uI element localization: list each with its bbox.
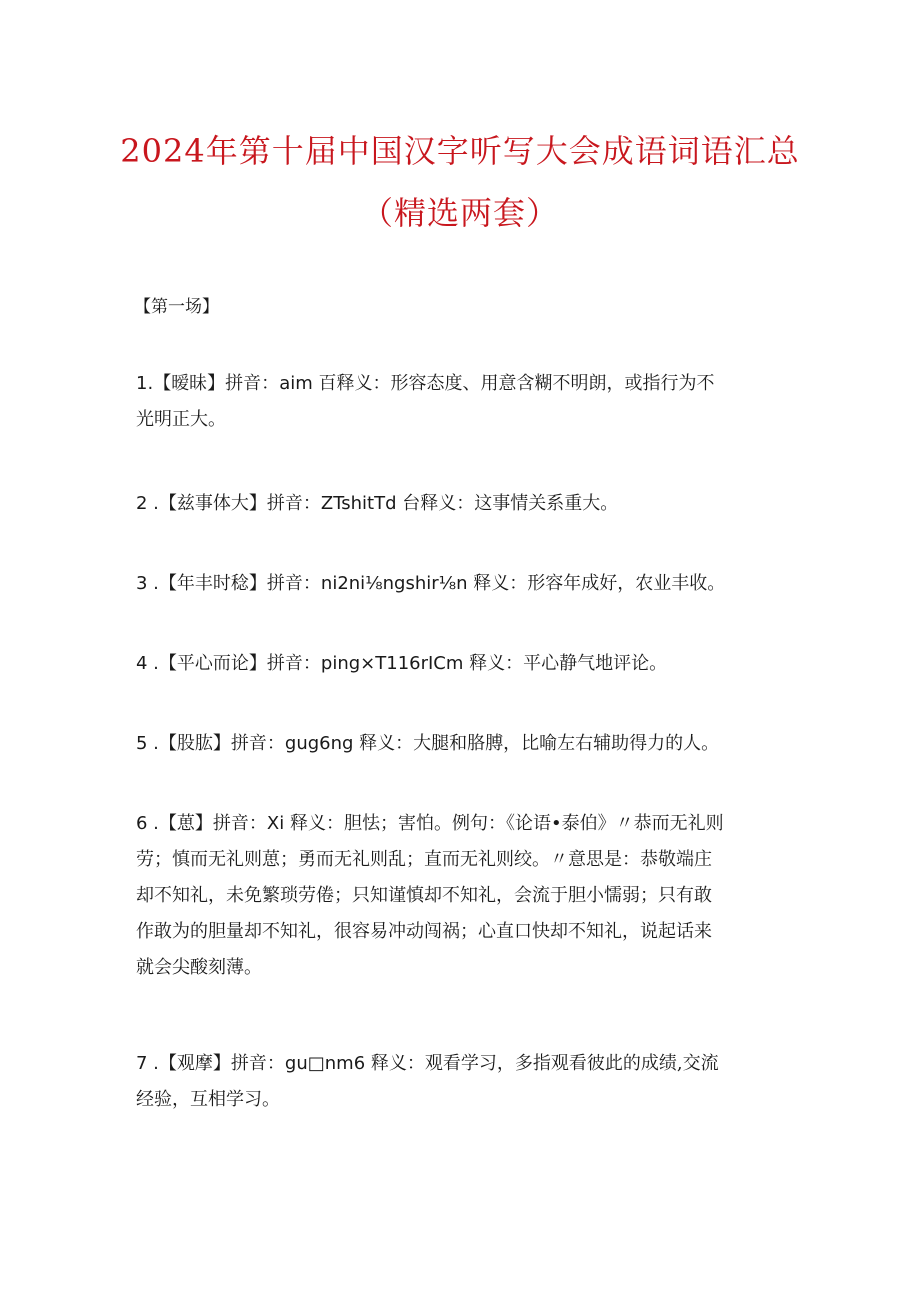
entry-text: 释义：大腿和胳膊，比喻左右辅助得力的人。 bbox=[353, 733, 720, 754]
idiom-entry-1 bbox=[136, 366, 791, 438]
entry-text: 【葸】拼音： bbox=[158, 813, 267, 834]
entry-text: 【平心而论】拼音： bbox=[158, 653, 321, 674]
entry-text: 经验，互相学习。 bbox=[136, 1089, 280, 1110]
entry-number: 5 . bbox=[136, 733, 159, 754]
entry-pinyin: ping×T116rICm bbox=[320, 653, 464, 674]
entry-pinyin: ni2ni⅛ngshir⅛n bbox=[320, 573, 468, 594]
entry-text: 光明正大。 bbox=[136, 409, 226, 430]
entry-text: 【年丰时稔】拼音： bbox=[158, 573, 321, 594]
entry-line bbox=[136, 402, 791, 438]
entry-pinyin: Xi bbox=[266, 813, 285, 834]
entry-text: 释义：这事情关系重大。 bbox=[420, 493, 619, 514]
entry-line bbox=[136, 646, 791, 682]
entry-number: 2 . bbox=[136, 493, 159, 514]
entry-text: 释义：胆怯；害怕。例句：《论语•泰伯》〃恭而无礼则 bbox=[284, 813, 724, 834]
document-title: 2024年第十届中国汉字听写大会成语词语汇总 bbox=[120, 132, 800, 170]
entry-text: 释义：形容态度、用意含糊不明朗，或指行为不 bbox=[336, 373, 715, 394]
idiom-entry-5 bbox=[136, 726, 791, 762]
idiom-entry-6 bbox=[136, 806, 791, 986]
idiom-entry-7 bbox=[136, 1046, 791, 1118]
entry-text: 释义：形容年成好，农业丰收。 bbox=[467, 573, 726, 594]
entry-text: 却不知礼，未免繁琐劳倦；只知谨慎却不知礼，会流于胆小懦弱；只有敢 bbox=[136, 885, 712, 906]
entry-text: 释义：观看学习，多指观看彼此的成绩,交流 bbox=[365, 1053, 719, 1074]
entry-line bbox=[136, 806, 791, 842]
entry-line bbox=[136, 726, 791, 762]
entry-line bbox=[136, 950, 791, 986]
entry-line bbox=[136, 914, 791, 950]
document-subtitle: （精选两套） bbox=[360, 194, 559, 232]
entry-text: 【暧昧】拼音： bbox=[153, 373, 280, 394]
entry-text: 作敢为的胆量却不知礼，很容易冲动闯祸；心直口快却不知礼，说起话来 bbox=[136, 921, 712, 942]
entry-pinyin: ZTshitTd 台 bbox=[320, 493, 421, 514]
entry-line bbox=[136, 842, 791, 878]
entry-text: 劳；慎而无礼则葸；勇而无礼则乱；直而无礼则绞。〃意思是：恭敬端庄 bbox=[136, 849, 712, 870]
entry-number: 7 . bbox=[136, 1053, 159, 1074]
entry-pinyin: gu□nm6 bbox=[284, 1053, 366, 1074]
entry-pinyin: gug6ng bbox=[284, 733, 354, 754]
idiom-entry-2 bbox=[136, 486, 791, 522]
entry-line bbox=[136, 878, 791, 914]
entry-text: 就会尖酸刻薄。 bbox=[136, 957, 262, 978]
entry-pinyin: aim 百 bbox=[279, 373, 337, 394]
entry-number: 4 . bbox=[136, 653, 159, 674]
entry-line bbox=[136, 1082, 791, 1118]
entry-number: 6 . bbox=[136, 813, 159, 834]
entry-text: 【兹事体大】拼音： bbox=[158, 493, 321, 514]
entry-line bbox=[136, 486, 791, 522]
entry-number: 3 . bbox=[136, 573, 159, 594]
entry-text: 【观摩】拼音： bbox=[158, 1053, 285, 1074]
entry-number: 1. bbox=[136, 373, 154, 394]
section-label: 【第一场】 bbox=[134, 297, 219, 317]
idiom-entry-3 bbox=[136, 566, 791, 602]
entry-text: 【股肱】拼音： bbox=[158, 733, 285, 754]
entry-line bbox=[136, 366, 791, 402]
entry-line bbox=[136, 566, 791, 602]
entry-line bbox=[136, 1046, 791, 1082]
idiom-entry-4 bbox=[136, 646, 791, 682]
entry-text: 释义：平心静气地评论。 bbox=[463, 653, 668, 674]
